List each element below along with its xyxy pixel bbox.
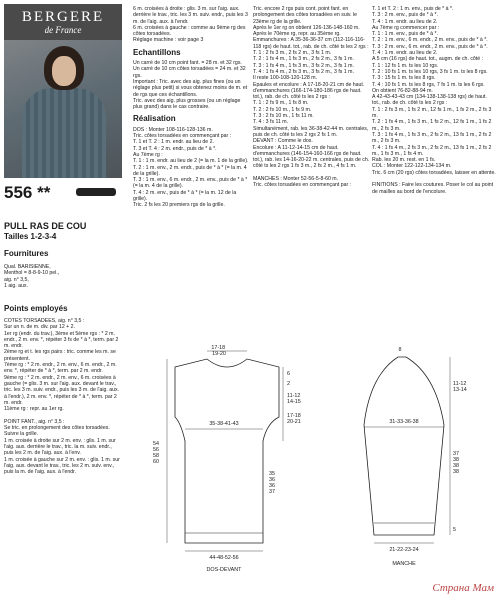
points-heading: Points employés (4, 304, 68, 313)
site-watermark: Страна Мам (432, 582, 494, 594)
pattern-title: PULL RAS DE COU (4, 221, 87, 231)
neck-width-label: 17-18 19-20 (211, 345, 226, 357)
body-length-label: 35 36 36 37 (269, 471, 275, 495)
shoulder-label: 6 (287, 371, 290, 377)
col4-text: T. 1 et T. 2 : 1 m. env., puis de * à *. T. 3 : 2 m. env., puis de * à *. T. 4 : 1 m. endr. au lieu de 2. Au 7ème rg commencer par : T. 1 : 1 m. env., puis de * à *. T. 2 : 1 m. env., 6 m. endr., 2 m. env., puis de * à *. T. 3 : 2 m. env., 6 m. endr., 2 m. env., puis de * à *. T. 4 : 1 m. endr. au lieu de 2. A 5 cm (16 rgs) de haut. tot., augm. de ch. côté : T. 1 : 12 fs 1 m. ts les 10 rgs. T. 2 : 10 fs 1 m. ts les 10 rgs, 3 fs 1 m. ts les 8 rgs. T. 3 : 15 fs 1 m. ts les 8 rgs. T. 4 : 10 fs 1 m. ts les 8 rgs, 7 fs 1 m. ts les 6 rgs. On obtient 76-82-88-94 m. A 42-43-43-43 cm (134-138-138-138 rgs) de haut. tot., rab. de ch. côté ts les 2 rgs : T. 1 : 2 fs 3 m., 1 fs 2 m., 12 fs 1 m., 1 fs 2 m., 2 fs 3 m. T. 2 : 1 fs 4 m., 1 fs 3 m., 1 fs 2 m., 12 fs 1 m., 1 fs 2 m., 2 fs 3 m. T. 3 : 1 fs 4 m., 1 fs 3 m., 2 fs 2 m., 13 fs 1 m., 2 fs 2 m., 2 fs 3 m. T. 4 : 1 fs 4 m., 2 fs 3 m., 2 fs 2 m., 13 fs 1 m., 2 fs 2 m., 1 fs 3 m., 1 fs 4 m. Rab. les 20 m. rest. en 1 fs. COL : Monter 122-122-134-134 m. Tric. 6 cm (20 rgs) côtes torsadées, laisser en attente. FINITIONS : Faire les coutures. Poser le col au point de mailles au bord de l'encolure. (372, 6, 496, 195)
sleeve-length-label: 37 38 38 38 (453, 451, 459, 475)
cuff-height-label: 5 (453, 527, 456, 533)
column-2 (133, 6, 251, 210)
points-column (4, 318, 122, 477)
realisation-heading: Réalisation (133, 114, 176, 124)
armhole-label: 11-12 14-15 (287, 393, 301, 405)
total-length-label: 54 56 58 60 (153, 441, 159, 465)
column-4 (372, 6, 496, 196)
col3-text: Tric. encore 2 rgs puis cont. point fant. en prolongement des côtes torsadées en suiv. le 23ème rg de la grille. Après le 1er rg on obtient 126-136-148-160 m. Après le 70ème rg, repr. au 35ème rg. Emmanchures : A 35-36-36-37 cm (112-116-116-118 rgs) de haut. tot., rab. de ch. côté ts les 2 rgs : T. 1 : 2 fs 3 m., 2 fs 2 m., 3 fs 1 m. T. 2 : 1 fs 4 m., 1 fs 3 m., 2 fs 2 m., 3 fs 1 m. T. 3 : 1 fs 4 m., 1 fs 3 m., 3 fs 2 m., 3 fs 1 m. T. 4 : 1 fs 4 m., 2 fs 3 m., 3 fs 2 m., 3 fs 1 m. Il reste 100-108-120-128 m. Epaules et encolure : A 17-18-20-21 cm de haut. d'emmanchures (166-174-180-186 rgs de haut. tot.), rab. de ch. côté ts les 2 rgs : T. 1 : 2 fs 9 m., 1 fs 8 m. T. 2 : 2 fs 10 m., 1 fs 9 m. T. 3 : 2 fs 10 m., 1 fs 11 m. T. 4 : 3 fs 11 m. Simultanément, rab. les 36-38-42-44 m. centrales, puis de ch. côté ts les 2 rgs 2 fs 1 m. DEVANT : Comme le dos. Encolure : A 11-12-14-15 cm de haut. d'emmanchures (146-154-160-166 rgs de haut. tot.), rab. les 14-16-20-22 m. centrales, puis de ch. côté ts les 2 rgs 1 fs 3 m., 2 fs 2 m., 4 fs 1 m. MANCHES : Monter 52-56-5-8-60 m. Tric. côtes torsadées en commençant par : (253, 6, 370, 189)
sleeve-outline (364, 357, 444, 535)
fournitures-text: Qual. BARISIENNE, Menthol = 8-8-9-10 pel., aig. n° 3,5, 1 aig. aux. (4, 264, 60, 289)
body-outline (175, 359, 279, 543)
pattern-sizes: Tailles 1-2-3-4 (4, 232, 57, 241)
realisation-text: DOS : Monter 108-116-128-136 m. Tric. côtes torsadées en commençant par : T. 1 et T. 2 : 1 m. endr. au lieu de 2. T. 3 et T. 4 : 2 m. endr., puis de * à *. Au 7ème rg : T. 1 : 1 m. endr. au lieu de 2 (= la m. 1 de la grille). T. 2 : 1 m. env., 2 m. endr., puis de * à * (= la m. 4 de la grille). T. 3 : 1 m. env., 6 m. endr., 2 m. env., puis de * à * (= la m. 4 de la grille). T. 4 : 2 m. env., puis de * à * (= la m. 12 de la grille). Tric. 2 fs les 20 premiers rgs de la grille. (133, 126, 249, 209)
manche-name: MANCHE (392, 561, 416, 567)
pattern-number: 556 ** (4, 183, 51, 202)
col2-top-text: 6 m. croisées à droite : glis. 3 m. sur l'aig. aux. derrière le trav., tric. les 3 m. suiv. endr., puis les 3 m. de l'aig. aux. à l'endr. 6 m. croisées à gauche : comme au 9ème rg des côtes torsadées. Réglage machine : voir page 3 (133, 6, 248, 44)
armhole2-label: 17-18 20-21 (287, 413, 301, 425)
bottom-width-label: 44-48-52-56 (209, 555, 239, 561)
model-photo (4, 40, 122, 178)
column-3 (253, 6, 371, 190)
chest-label: 35-38-41-43 (209, 421, 239, 427)
echantillons-text: Un carré de 10 cm point fant. = 28 m. et 32 rgs. Un carré de 10 cm côtes torsadées = 24 m. et 32 rgs. Important : Tric. avec des aig. plus fines (ou un réglage plus petit) si vous obtenez moins de m. et de rgs que ces échantillons. Tric. avec des aig. plus grosses (ou un réglage plus grand) dans le cas contraire. (133, 60, 248, 111)
yarn-logo-icon (76, 188, 116, 196)
sleeve-cap-label: 11-12 13-14 (453, 381, 467, 393)
neck-drop-label: 2 (287, 381, 290, 387)
echantillons-heading: Echantillons (133, 47, 181, 57)
sleeve-width-label: 31-33-36-38 (389, 419, 419, 425)
dos-devant-name: DOS-DEVANT (206, 567, 242, 573)
sleeve-bottom-label: 21-22-23-24 (389, 547, 419, 553)
brand-logo (4, 4, 122, 40)
dos-devant-schematic (135, 345, 310, 585)
points-text: COTES TORSADEES, aig. n° 3,5 : Sur un n. de m. div. par 12 + 2. 1er rg (endr. du trav.), 3ème et 5ème rgs : * 2 m. endr., 2 m. env. *, répéter 3 fs de * à *, term. par 2 m. endr. 2ème rg et t. les rgs pairs : tric. comme les m. se présentent. 7ème rg : * 2 m. endr., 2 m. env., 6 m. endr., 2 m. env. *, répéter de * à *, term. par 2 m. endr. 9ème rg : * 2 m. endr., 2 m. env., 6 m. croisées à gauche (= glis. 3 m. sur l'aig. aux. devant le trav., tric. les 3 m. suiv. endr., puis les 3 m. de l'aig. aux. à l'endr.), 2 m. env. *, répéter de * à *, term. par 2 m. endr. 11ème rg : repr. au 1er rg. POINT FANT., aig. n° 3,5 : Se tric. en prolongement des côtes torsadées. Suivre la grille. 1 m. croisée à droite sur 2 m. env. : glis. 1 m. sur l'aig. aux. derrière le trav., tric. la m. suiv. endr., puis les 2 m. de l'aig. aux. à l'env. 1 m. croisée à gauche sur 2 m. env. : glis. 1 m. sur l'aig. aux. devant le trav., tric. les 2 m. suiv. env., puis la m. de l'aig. aux. à l'endr. (4, 318, 120, 476)
brand-subtitle: de France (44, 25, 82, 35)
manche-schematic (352, 345, 482, 585)
brand-name: BERGERE (21, 9, 105, 25)
fournitures-heading: Fournitures (4, 249, 49, 258)
sleeve-top-label: 8 (398, 347, 402, 353)
